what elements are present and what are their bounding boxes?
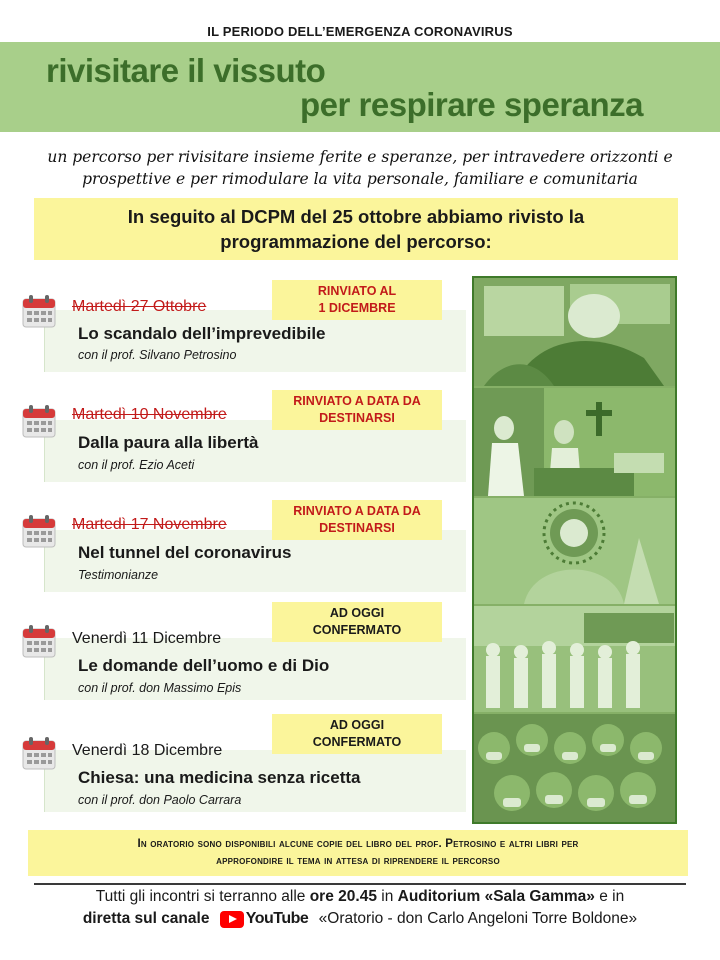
status-line-2: CONFERMATO (312, 623, 402, 637)
calendar-icon (22, 294, 56, 328)
top-caption: IL PERIODO DELL’EMERGENZA CORONAVIRUS (207, 24, 513, 39)
status-line-2: DESTINARSI (319, 521, 395, 535)
youtube-wordmark: YouTube (245, 910, 309, 927)
event-title: Le domande dell’uomo e di Dio (78, 656, 330, 675)
footer-line-1 (0, 888, 720, 906)
page-subtitle: per respirare speranza (300, 86, 644, 123)
page-title: rivisitare il vissuto (46, 52, 326, 89)
books-line-1: In oratorio sono disponibili alcune copie del libro del prof. Petrosino e altri libri per (137, 838, 579, 850)
footer-time: ore 20.45 (309, 888, 377, 905)
status-line-1: AD OGGI (329, 718, 385, 732)
event-title: Dalla paura alla libertà (78, 433, 259, 452)
photo-collage-image (474, 278, 675, 822)
footer-channel: «Oratorio - don Carlo Angeloni Torre Boldone» (318, 910, 638, 928)
event-date: Martedì 17 Novembre (72, 516, 227, 533)
status-badge (272, 500, 442, 540)
status-line-2: DESTINARSI (319, 411, 395, 425)
status-line-1: AD OGGI (329, 606, 385, 620)
status-line-2: CONFERMATO (312, 735, 402, 749)
event-title: Lo scandalo dell’imprevedibile (78, 324, 326, 343)
event-speaker: Testimonianze (78, 568, 159, 582)
books-notice (28, 830, 688, 876)
notice-line-2: programmazione del percorso: (220, 231, 492, 252)
schedule-notice (34, 198, 678, 260)
notice-line-1: In seguito al DCPM del 25 ottobre abbiamo rivisto la (127, 206, 585, 227)
footer-text: in (376, 888, 398, 905)
calendar-icon (22, 736, 56, 770)
event-date: Venerdì 18 Dicembre (72, 742, 223, 759)
event-date: Martedì 27 Ottobre (72, 298, 207, 315)
status-line-1: RINVIATO AL (317, 284, 397, 298)
event-title: Chiesa: una medicina senza ricetta (78, 768, 361, 787)
status-line-1: RINVIATO A DATA DA (293, 504, 421, 518)
status-badge (272, 280, 442, 320)
status-line-1: RINVIATO A DATA DA (293, 394, 421, 408)
divider (34, 883, 686, 885)
event-title: Nel tunnel del coronavirus (78, 543, 292, 562)
event-date: Martedì 10 Novembre (72, 406, 227, 423)
calendar-icon (22, 404, 56, 438)
event-speaker: con il prof. Ezio Aceti (78, 458, 195, 472)
intro-text (20, 146, 700, 190)
event-date: Venerdì 11 Dicembre (72, 630, 222, 647)
status-line-2: 1 DICEMBRE (318, 301, 396, 315)
status-badge (272, 714, 442, 754)
footer-line-2 (0, 910, 720, 928)
footer-venue: Auditorium «Sala Gamma» (397, 888, 595, 905)
event-speaker: con il prof. Silvano Petrosino (78, 348, 237, 362)
photo-collage (472, 276, 677, 824)
status-badge (272, 390, 442, 430)
event-speaker: con il prof. don Paolo Carrara (78, 793, 242, 807)
youtube-logo (220, 910, 309, 928)
calendar-icon (22, 514, 56, 548)
youtube-play-icon (220, 911, 244, 928)
footer-text: Tutti gli incontri si terranno alle (95, 888, 310, 905)
intro-line-2: prospettive e per rimodulare la vita personale, familiare e comunitaria (82, 170, 638, 188)
books-line-2: approfondire il tema in attesa di riprendere il percorso (216, 855, 500, 867)
footer-live-label: diretta sul canale (82, 910, 210, 928)
event-speaker: con il prof. don Massimo Epis (78, 681, 242, 695)
intro-line-1: un percorso per rivisitare insieme ferite e speranze, per intravedere orizzonti e (47, 148, 673, 166)
calendar-icon (22, 624, 56, 658)
footer-text: e in (594, 888, 625, 905)
status-badge (272, 602, 442, 642)
